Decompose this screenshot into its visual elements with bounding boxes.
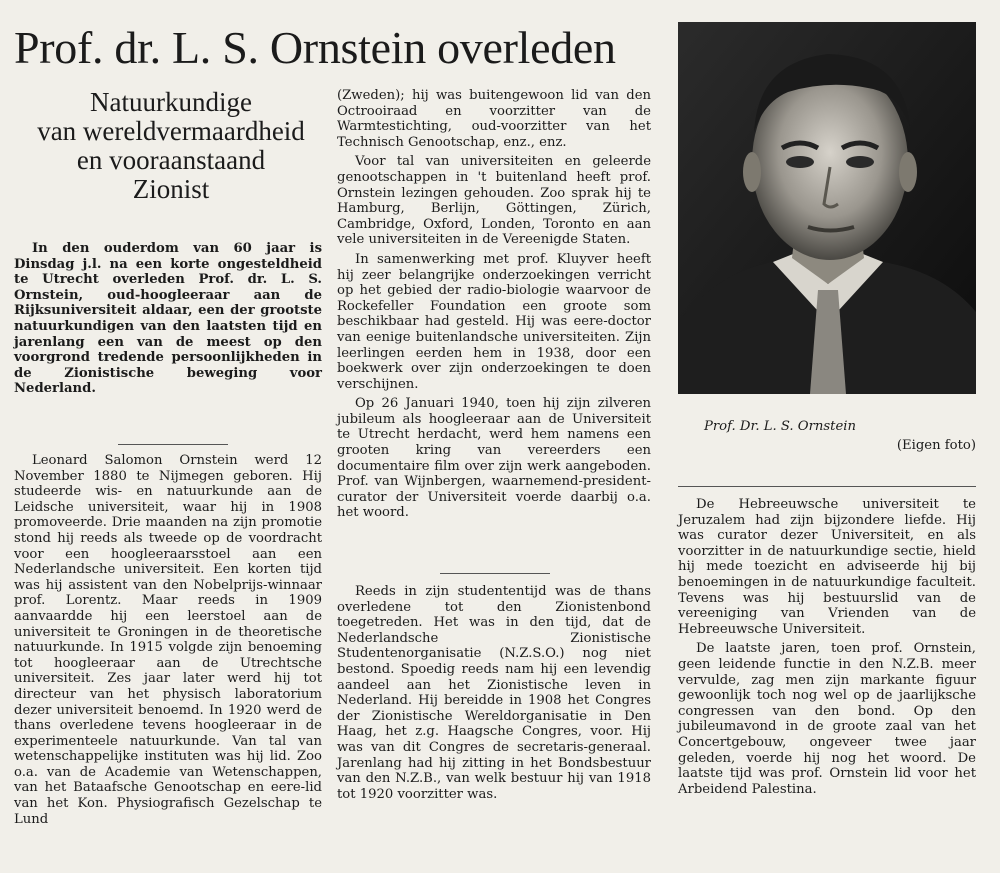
- portrait-photo: [678, 22, 976, 394]
- photo-caption: [678, 417, 976, 455]
- subheadline-line: Natuurkundige: [90, 87, 252, 117]
- paragraph: De Hebreeuwsche universiteit te Jeruzalem had zijn bijzondere liefde. Hij was curator dezer Universiteit, en als voorzitter in de natuurkundige sectie, hield hij mede toezicht en adviseerde hij bij benoemingen in de natuurkundige faculteit. Tevens was hij bestuurslid van de vereeniging van Vrienden van de Hebreeuwsche Universiteit.: [678, 497, 976, 637]
- column-2-top: [337, 88, 651, 521]
- paragraph: Op 26 Januari 1940, toen hij zijn zilveren jubileum als hoogleeraar aan de Universiteit te Utrecht herdacht, werd hem namens een grooten kring van vereerders een documentaire film over zijn werk aangeboden. Prof. van Wijnbergen, waarnemend-president-curator der Universiteit voerde daarbij o.a. het woord.: [337, 396, 651, 521]
- paragraph: In samenwerking met prof. Kluyver heeft hij zeer belangrijke onderzoekingen verricht op het gebied der radio-biologie waarvoor de Rockefeller Foundation een groote som beschikbaar had gesteld. Hij was eere-doctor van eenige buitenlandsche universiteiten. Zijn leerlingen eerden hem in 1938, door een boekwerk over zijn onderzoekingen te doen verschijnen.: [337, 251, 651, 392]
- paragraph: Reeds in zijn studententijd was de thans overledene tot den Zionistenbond toegetreden. Het was in den tijd, dat de Nederlandsche Zionistische Studentenorganisatie (N.Z.S.O.) nog niet bestond. Spoedig reeds nam hij een levendig aandeel aan het Zionistische leven in Nederland. Hij bereidde in 1908 het Congres der Zionistische Wereldorganisatie in Den Haag, het z.g. Haagsche Congres, voor. Hij was van dit Congres de secretaris-generaal. Jarenlang had hij zitting in het Bondsbestuur van den N.Z.B., van welk bestuur hij van 1918 tot 1920 voorzitter was.: [337, 584, 651, 802]
- subheadline-line: Zionist: [132, 174, 210, 204]
- photo-credit: (Eigen foto): [896, 438, 976, 453]
- column-1-body: [14, 453, 322, 827]
- paragraph: Leonard Salomon Ornstein werd 12 November 1880 te Nijmegen geboren. Hij studeerde wis- en natuurkunde aan de Leidsche universiteit, waar hij in 1908 promoveerde. Drie maanden na zijn promotie stond hij reeds als tweede op de voordracht voor een hoogleeraarsstoel aan een Nederlandsche universiteit. Een korten tijd was hij assistent van den Nobelprijs-winnaar prof. Lorentz. Maar reeds in 1909 aanvaardde hij een leerstoel aan de universiteit te Groningen in de theoretische natuurkunde. In 1915 volgde zijn benoeming tot hoogleeraar aan de Utrechtsche universiteit. Zes jaar later werd hij tot directeur van het physisch laboratorium dezer universiteit benoemd. In 1920 werd de thans overledene tevens hoogleeraar in de experimenteele natuurkunde. Van tal van wetenschappelijke instituten was hij lid. Zoo o.a. van de Academie van Wetenschappen, van het Bataafsche Genootschap en eere-lid van het Kon. Physiografisch Gezelschap te Lund: [14, 453, 322, 827]
- portrait-photo-drawing: [678, 22, 976, 394]
- lead-paragraph: [14, 241, 322, 397]
- headline: Prof. dr. L. S. Ornstein overleden: [14, 22, 616, 73]
- caption-name: Prof. Dr. L. S. Ornstein: [704, 419, 857, 434]
- paragraph: (Zweden); hij was buitengewoon lid van den Octrooiraad en voorzitter van de Warmtestichting, oud-voorzitter van het Technisch Genootschap, enz., enz.: [337, 88, 651, 150]
- paragraph: De laatste jaren, toen prof. Ornstein, geen leidende functie in den N.Z.B. meer vervulde, zag men zijn markante figuur gewoonlijk toch nog wel op de jaarlijksche congressen van den bond. Op den jubileumavond in de groote zaal van het Concertgebouw, ongeveer twee jaar geleden, voerde hij nog het woord. De laatste tijd was prof. Ornstein lid voor het Arbeidend Palestina.: [678, 641, 976, 797]
- subheadline: [12, 88, 330, 204]
- section-divider: [440, 573, 550, 574]
- section-divider: [118, 444, 228, 445]
- subheadline-line: van wereldvermaardheid: [37, 116, 305, 146]
- paragraph: Voor tal van universiteiten en geleerde genootschappen in 't buitenland heeft prof. Ornstein lezingen gehouden. Zoo sprak hij te Hamburg, Berlijn, Göttingen, Zürich, Cambridge, Oxford, Londen, Toronto en aan vele universiteiten in de Vereenigde Staten.: [337, 154, 651, 248]
- column-2-bottom: [337, 584, 651, 802]
- subheadline-line: en vooraanstaand: [76, 145, 266, 175]
- column-3-body: [678, 497, 976, 797]
- lead-text: In den ouderdom van 60 jaar is Dinsdag j.l. na een korte ongesteldheid te Utrecht overleden Prof. dr. L. S. Ornstein, oud-hoogleeraar aan de Rijksuniversiteit aldaar, een der grootste natuurkundigen van den laatsten tijd en jarenlang een van de meest op den voorgrond tredende persoonlijkheden in de Zionistische beweging voor Nederland.: [14, 241, 322, 397]
- section-divider: [678, 486, 976, 487]
